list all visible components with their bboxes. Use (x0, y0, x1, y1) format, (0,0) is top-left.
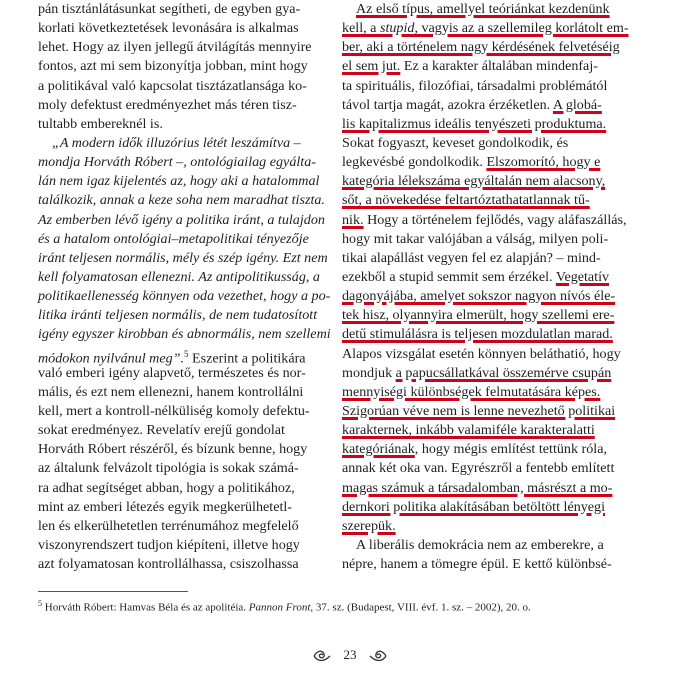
highlight-underline: tek hisz, olyannyira elmerült, hogy szellemi ere- (342, 307, 615, 324)
text-line: Sokat fogyaszt, keveset gondolkodik, és (342, 134, 569, 151)
text-line (342, 402, 660, 421)
text-line (342, 517, 660, 536)
quote-line: mondja Horváth Róbert –, ontológiailag egyáltа- (38, 154, 316, 171)
quote-line: „A modern idők illuzórius létét leszámítva – (52, 134, 301, 151)
highlight-underline: Vegetatív (555, 268, 610, 285)
text-line (342, 211, 660, 230)
text-line: Alapos vizsgálat esetén könnyen beláthatió, hogy (342, 345, 621, 362)
highlight-underline: el sem jut. (342, 58, 401, 75)
text-line: fontos, azt mi sem bizonyítja jobban, mint hogy (38, 58, 308, 75)
highlight-underline: a papucsállatkával összemérve csupán (395, 364, 612, 381)
text-line: az általunk felvázolt tipológia is sokak számá- (38, 460, 299, 477)
quote-line: litika iránti teljesen normális, de nem tudatosított (38, 307, 318, 324)
highlight-underline: kategória lélekszáma egyáltalán nem alacsony, (342, 173, 606, 190)
highlight-underline: karakternek, inkább valamiféle karakteralatti (342, 422, 595, 439)
footnote-journal: Pannon Front (248, 601, 311, 614)
page-number-area (0, 647, 700, 663)
ornament-right-icon (368, 649, 388, 663)
text-line: tultabb embereknél is. (38, 115, 163, 132)
text-line (342, 364, 660, 383)
text-line (342, 153, 660, 172)
text-line: mint az emberi létezés egyik megkerülhetetl- (38, 498, 292, 515)
text-fragment: Ez a karakter általában mindenfaj- (400, 58, 598, 75)
highlight-underline: szerepük. (342, 517, 396, 534)
text-line: viszonyrendszert tudjon kiépíteni, illetve hogy (38, 536, 300, 553)
text-line (342, 287, 660, 306)
text-line (342, 440, 660, 459)
quote-line: és a hatalom ontológiai–metapolitikai tényezője (38, 230, 309, 247)
quote-line: kell folyamatosan ellenezni. Az antipolitikusság, a (38, 268, 320, 285)
text-line (342, 0, 660, 19)
quote-line: Az emberben lévő igény a politika iránt, a tulajdon (38, 211, 325, 228)
text-line (342, 96, 660, 115)
text-line (342, 268, 660, 287)
footnote-ref[interactable]: 5 (184, 348, 189, 359)
text-line (38, 345, 358, 367)
text-fragment: Hogy a történelem fejlődés, vagy aláfaszállás, (363, 211, 627, 228)
text-fragment: mondjuk (342, 364, 396, 381)
right-column (342, 0, 660, 574)
text-line: Horváth Róbert részéről, és bízunk benne, hogy (38, 441, 308, 458)
text-line: kell, mert a kontroll-nélküliség komoly defektu- (38, 402, 310, 419)
text-line: tikai alapállást vegyen fel ez alapján? – mind- (342, 249, 601, 266)
quote-line: találkozik, annak a keze soha nem maradhat tiszta. (38, 192, 325, 209)
text-line (342, 38, 660, 57)
highlight-underline: kategóriának (342, 441, 415, 458)
highlight-underline: magas számuk a társadalomban, másrészt a mo- (342, 479, 613, 496)
text-line: lehet. Hogy az ilyen jellegű átvilágítás mennyire (38, 39, 312, 56)
text-line: való emberi igény alapvető, természetes és nor- (38, 364, 306, 381)
page-number: 23 (343, 647, 357, 662)
footnote-text: Horváth Róbert: Hamvas Béla és az apolitéia. (42, 601, 249, 614)
text-fragment: távol tartja magát, azokra érzéketlen. (342, 96, 553, 113)
footnote-divider (38, 591, 188, 592)
footnote-marker: 5 (38, 599, 42, 608)
highlight-underline: nik. (342, 211, 364, 228)
text-line: annak két oka van. Egyrészről a fentebb említett (342, 460, 615, 477)
text-line (342, 115, 660, 134)
text-line (342, 19, 660, 38)
highlight-underline: sőt, a növekedése feltartóztathatatlannak tű- (342, 192, 590, 209)
highlight-underline: Az első típus, amellyel teóriánkat kezdenünk (356, 1, 610, 17)
text-fragment: , vagyis az a szellemileg korlátolt em- (414, 20, 629, 37)
quote-line: politikaellenesség könnyen oda vezethet, hogy a po- (38, 288, 331, 305)
highlight-underline: Elszomorító, hogy e (486, 154, 601, 171)
text-line: pán tisztánlátásunkat segítheti, de egyben gya- (38, 1, 301, 17)
quote-line: igény egyszer kirobban és abnormális, nem szellemi (38, 326, 331, 343)
highlight-underline: lis kapitalizmus ideális tenyészeti produktuma. (342, 115, 607, 132)
text-line: mális, és ezt nem ellenezni, hanem kontrollálni (38, 383, 304, 400)
text-line: a politikával való kapcsolat tisztázatlansága ko- (38, 77, 307, 94)
text-line: népre, hanem a tömegre épül. E kettő különbsé- (342, 556, 612, 573)
text-line (342, 57, 660, 76)
text-line (342, 325, 660, 344)
text-line: len és elkerülhetetlen terrénumához megfelelő (38, 517, 299, 534)
ornament-left-icon (312, 649, 332, 663)
text-fragment: ezekből a stupid semmit sem érzékel. (342, 268, 556, 285)
text-line (342, 498, 660, 517)
text-line: azt folyamatosan kontrollálhassa, csiszolhassa (38, 556, 299, 573)
text-line: moly defektust eredményezhet más téren tisz- (38, 96, 297, 113)
text-line (342, 479, 660, 498)
text-line: korlati következtetések levonására is alkalmas (38, 20, 299, 37)
highlight-underline (342, 20, 629, 36)
text-line (342, 306, 660, 325)
text-line: A liberális demokrácia nem az emberekre, a (356, 536, 604, 553)
text-line: ra adhat segítséget abban, hogy a politikához, (38, 479, 295, 496)
text-line (342, 383, 660, 402)
left-column (38, 0, 358, 574)
highlight-underline: ber, aki a történelem nagy kérdésének felvetéséig (342, 39, 620, 56)
footnote (38, 597, 668, 615)
quote-line: lán nem igaz kijelentés az, hogy aki a hatalommal (38, 173, 320, 190)
text-line (342, 172, 660, 191)
highlight-underline: A globá- (552, 96, 602, 113)
footnote-text: , 37. sz. (Budapest, VIII. évf. 1. sz. – 2002), 20. o. (310, 601, 531, 614)
highlight-underline: dernkori politika alakításában betöltött lényegi (342, 498, 606, 515)
highlight-underline: detű stimulálásra is teljesen mozdulatlan marad. (342, 326, 613, 343)
text-line: ta spirituális, filozófiai, társadalmi problémától (342, 77, 608, 94)
text-fragment: , hogy mégis említést tettünk róla, (414, 441, 607, 458)
highlight-underline: Szigorúan véve nem is lenne nevezhető politikai (342, 402, 616, 419)
highlight-underline: dagonyájába, amelyet sokszor nagyon nívós éle- (342, 288, 616, 305)
text-line (342, 191, 660, 210)
text-fragment: Eszerint a politikára (192, 350, 306, 367)
text-fragment: legkevésbé gondolkodik. (342, 154, 483, 171)
term-stupid: stupid (379, 20, 415, 37)
text-line (342, 421, 660, 440)
text-line: sokat eredményez. Revelatív erejű gondolat (38, 422, 285, 439)
quote-end: módokon nyilvánul meg”. (38, 350, 185, 367)
highlight-underline: mennyiségi különbségek felmutatására képes. (342, 383, 601, 400)
quote-line: iránt teljesen normális, mély és szép igény. Ezt nem (38, 249, 328, 266)
text-line: hogy mit takar valójában a válság, milyen poli- (342, 230, 609, 247)
text-fragment: kell, a (342, 20, 380, 37)
